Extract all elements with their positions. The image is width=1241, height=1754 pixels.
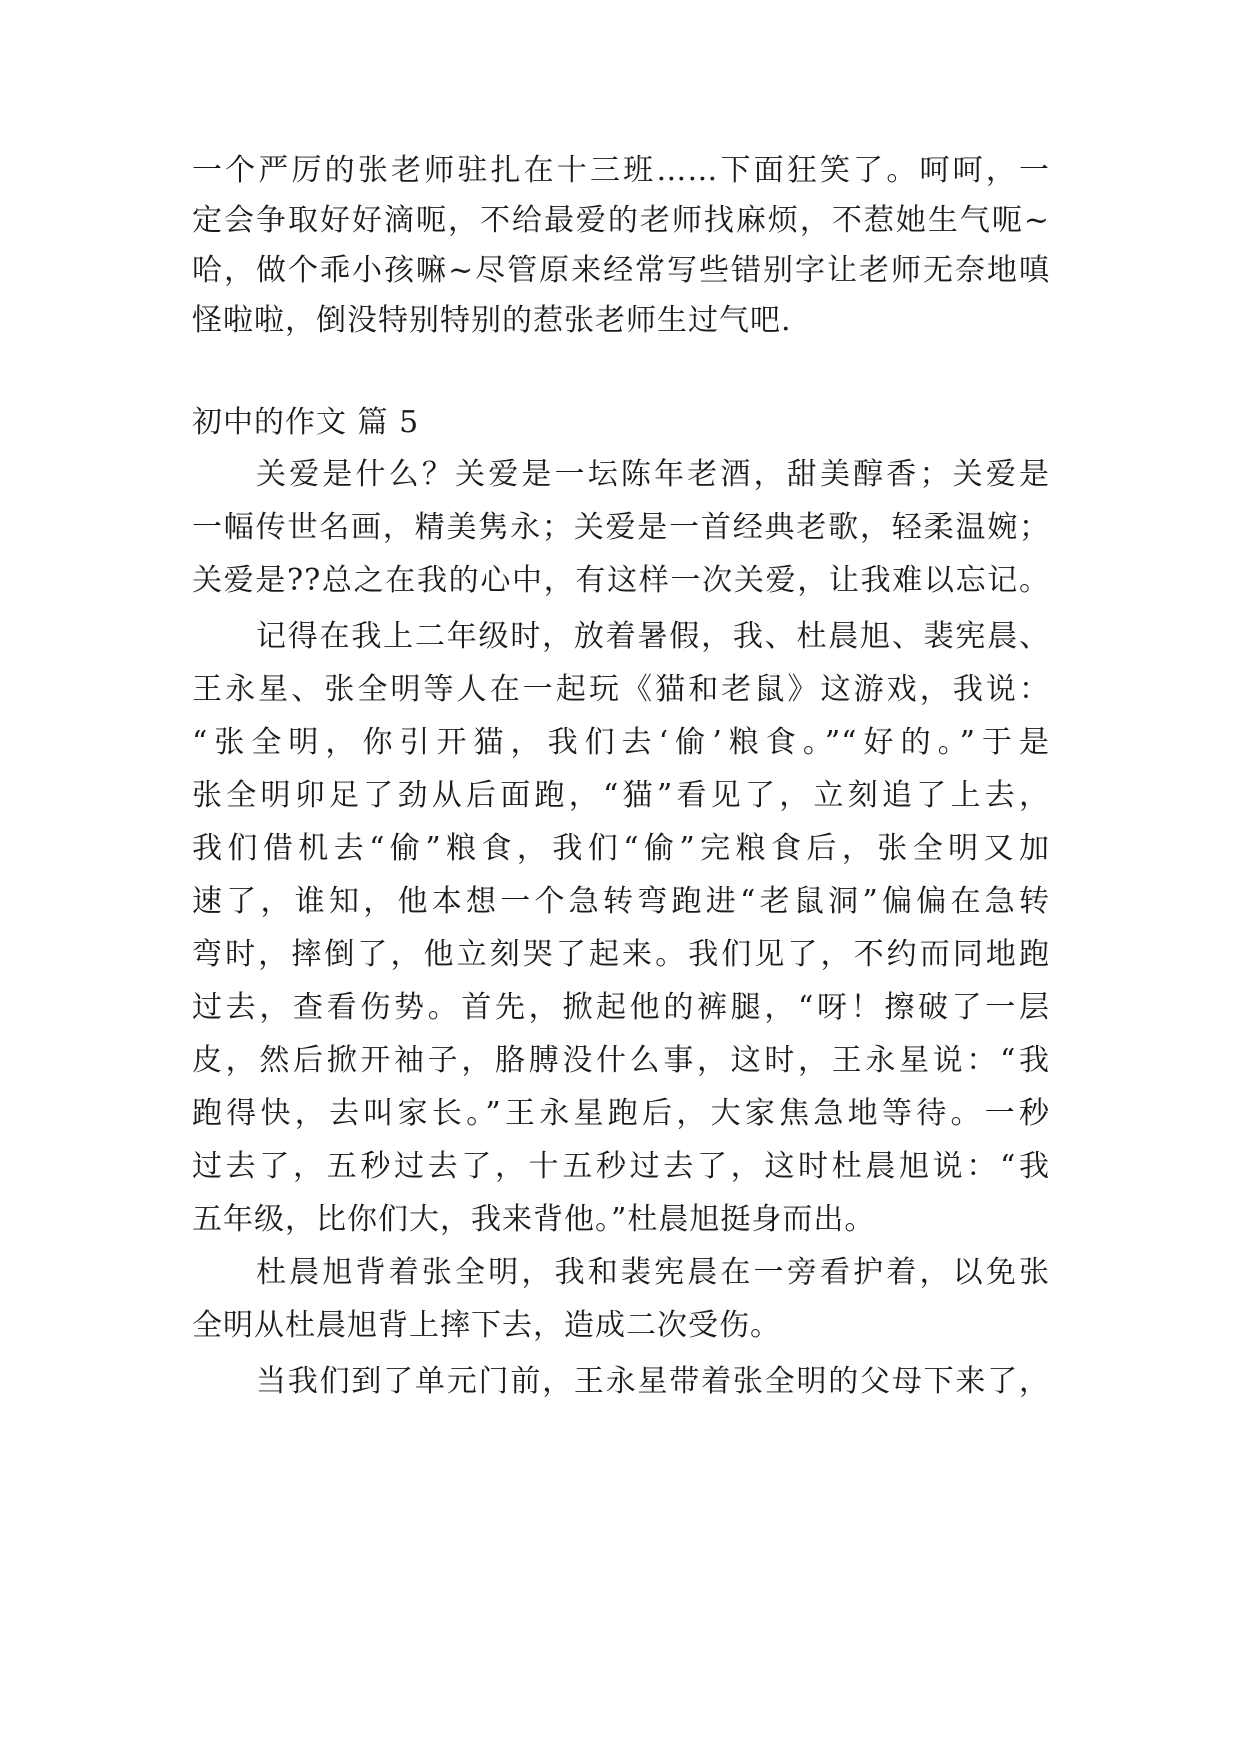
text-line: 过去了，五秒过去了，十五秒过去了，这时杜晨旭说：“我 [192,1149,1050,1184]
text-line: 记得在我上二年级时，放着暑假，我、杜晨旭、裴宪晨、 [256,619,1050,654]
text-line: “张全明，你引开猫，我们去‘偷’粮食。”“好的。”于是 [192,725,1050,760]
text-line: 关爱是??总之在我的心中，有这样一次关爱，让我难以忘记。 [192,563,1050,598]
text-line: 跑得快，去叫家长。”王永星跑后，大家焦急地等待。一秒 [192,1096,1050,1131]
text-line: 全明从杜晨旭背上摔下去，造成二次受伤。 [192,1308,781,1343]
text-line: 一个严厉的张老师驻扎在十三班……下面狂笑了。呵呵，一 [192,153,1050,188]
text-line: 当我们到了单元门前，王永星带着张全明的父母下来了， [256,1364,1050,1399]
text-line: 哈，做个乖小孩嘛~尽管原来经常写些错别字让老师无奈地嗔 [192,253,1050,288]
text-line: 杜晨旭背着张全明，我和裴宪晨在一旁看护着，以免张 [256,1255,1050,1290]
text-line: 五年级，比你们大，我来背他。”杜晨旭挺身而出。 [192,1202,876,1237]
text-line: 过去，查看伤势。首先，掀起他的裤腿，“呀！擦破了一层 [192,990,1050,1025]
text-line: 我们借机去“偷”粮食，我们“偷”完粮食后，张全明又加 [192,831,1050,866]
text-line: 一幅传世名画，精美隽永；关爱是一首经典老歌，轻柔温婉； [192,510,1050,545]
text-line: 速了，谁知，他本想一个急转弯跑进“老鼠洞”偏偏在急转 [192,884,1050,919]
text-line: 皮，然后掀开袖子，胳膊没什么事，这时，王永星说：“我 [192,1043,1050,1078]
text-line: 定会争取好好滴呃，不给最爱的老师找麻烦，不惹她生气呃~ [192,203,1050,238]
text-line: 怪啦啦，倒没特别特别的惹张老师生过气吧. [192,303,792,338]
section-heading: 初中的作文 篇 5 [192,405,420,440]
text-line: 张全明卯足了劲从后面跑，“猫”看见了，立刻追了上去， [192,778,1050,813]
text-line: 王永星、张全明等人在一起玩《猫和老鼠》这游戏，我说： [192,672,1050,707]
text-line: 弯时，摔倒了，他立刻哭了起来。我们见了，不约而同地跑 [192,937,1050,972]
text-line: 关爱是什么？关爱是一坛陈年老酒，甜美醇香；关爱是 [256,457,1050,492]
